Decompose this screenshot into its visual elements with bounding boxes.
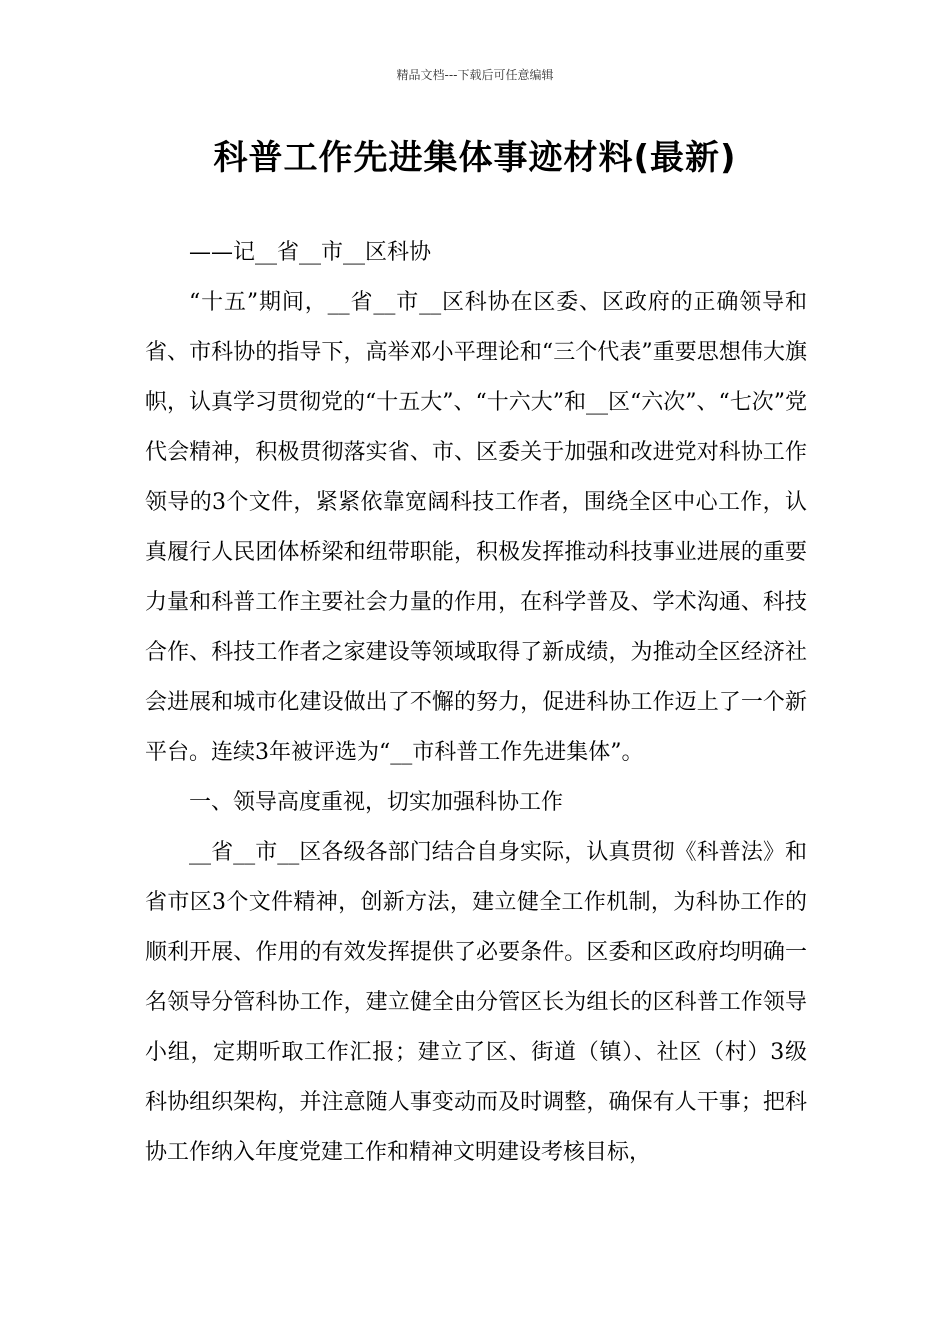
document-body — [145, 228, 807, 1178]
body-paragraph: “十五”期间，__省__市__区科协在区委、区政府的正确领导和省、市科协的指导下，高举邓小平理论和“三个代表”重要思想伟大旗帜，认真学习贯彻党的“十五大”、“十六大”和__区“六次”、“七次”党代会精神，积极贯彻落实省、市、区委关于加强和改进党对科协工作领导的3个文件，紧紧依靠宽阔科技工作者，围绕全区中心工作，认真履行人民团体桥梁和纽带职能，积极发挥推动科技事业进展的重要力量和科普工作主要社会力量的作用，在科学普及、学术沟通、科技合作、科技工作者之家建设等领域取得了新成绩，为推动全区经济社会进展和城市化建设做出了不懈的努力，促进科协工作迈上了一个新平台。连续3年被评选为“__市科普工作先进集体”。 — [145, 290, 807, 765]
header-note: 精品文档---下载后可任意编辑 — [396, 68, 554, 82]
subtitle-paragraph: ——记__省__市__区科协 — [189, 240, 432, 265]
document-title: 科普工作先进集体事迹材料(最新) — [213, 138, 737, 178]
body-paragraph: __省__市__区各级各部门结合自身实际，认真贯彻《科普法》和省市区3个文件精神，创新方法，建立健全工作机制，为科协工作的顺利开展、作用的有效发挥提供了必要条件。区委和区政府均明确一名领导分管科协工作，建立健全由分管区长为组长的区科普工作领导小组，定期听取工作汇报；建立了区、街道（镇）、社区（村）3级科协组织架构，并注意随人事变动而及时调整，确保有人干事；把科协工作纳入年度党建工作和精神文明建设考核目标， — [145, 840, 807, 1165]
section-heading: 一、领导高度重视，切实加强科协工作 — [189, 790, 564, 815]
